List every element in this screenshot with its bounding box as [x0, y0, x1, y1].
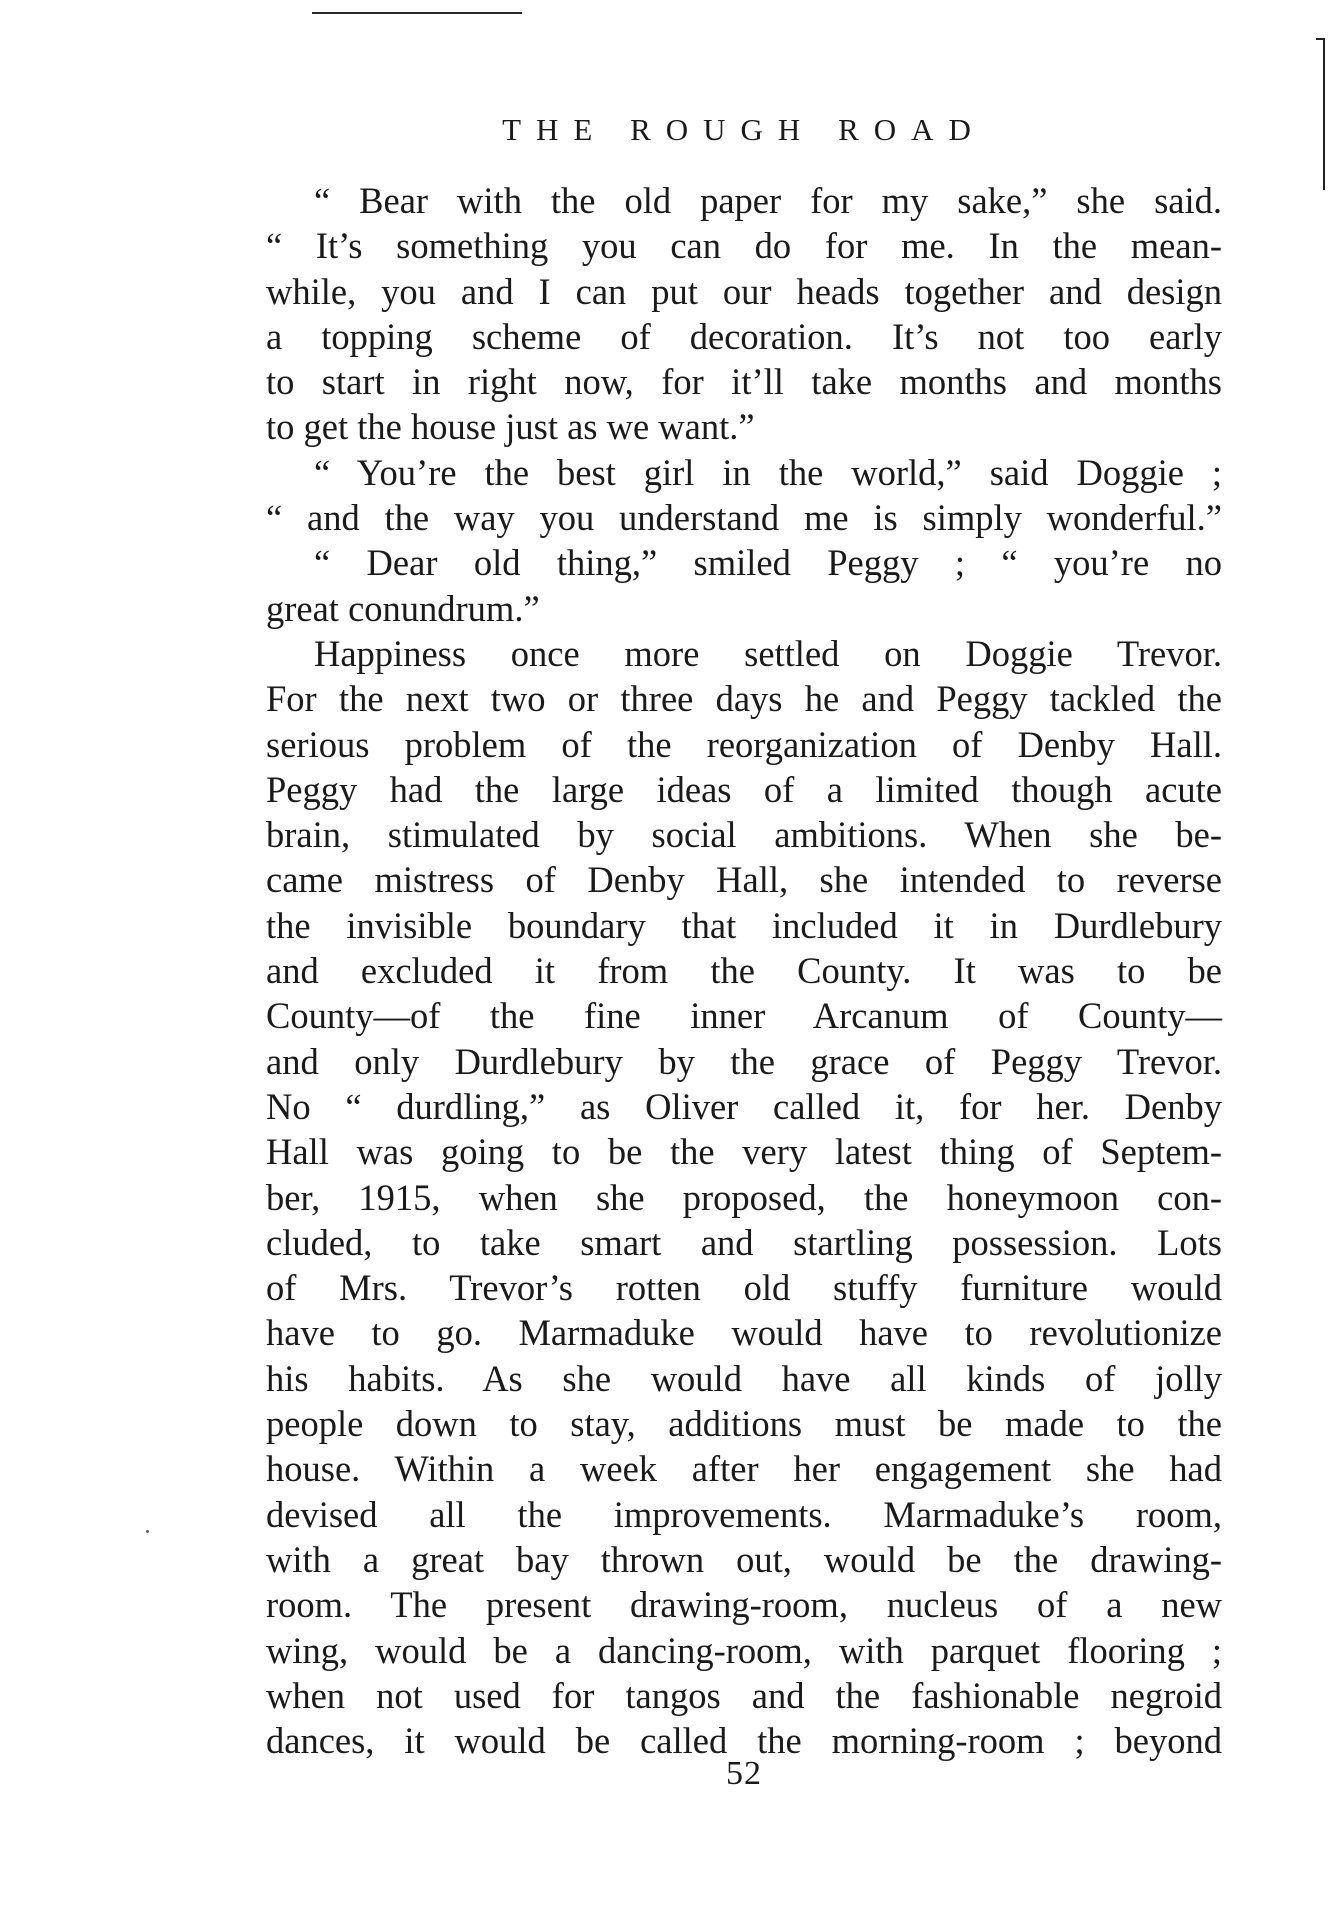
- text-line: “ and the way you understand me is simply wonderful.”: [266, 497, 1222, 539]
- text-line: “ It’s something you can do for me. In the mean-: [266, 225, 1222, 267]
- text-line: and excluded it from the County. It was to be: [266, 950, 1222, 992]
- text-line: house. Within a week after her engagement she had: [266, 1448, 1222, 1490]
- text-line: County—of the fine inner Arcanum of County—: [266, 995, 1222, 1037]
- running-head: THE ROUGH ROAD: [502, 112, 986, 147]
- text-line: wing, would be a dancing-room, with parquet flooring ;: [266, 1629, 1222, 1671]
- text-line: “ You’re the best girl in the world,” said Doggie ;: [314, 451, 1222, 493]
- top-rule: [312, 12, 522, 14]
- text-line: “ Bear with the old paper for my sake,” she said.: [314, 180, 1222, 221]
- text-line: with a great bay thrown out, would be the drawing-: [266, 1538, 1222, 1580]
- text-line: when not used for tangos and the fashionable negroid: [266, 1674, 1222, 1716]
- text-line: dances, it would be called the morning-room ; beyond: [266, 1720, 1222, 1762]
- margin-speck: [146, 1530, 149, 1533]
- text-line: a topping scheme of decoration. It’s not too early: [266, 315, 1222, 357]
- text-line: brain, stimulated by social ambitions. When she be-: [266, 814, 1222, 856]
- page-number: 52: [726, 1755, 762, 1792]
- text-line: to start in right now, for it’ll take months and months: [266, 361, 1222, 403]
- text-line: room. The present drawing-room, nucleus of a new: [266, 1584, 1222, 1626]
- text-line: the invisible boundary that included it in Durdlebury: [266, 904, 1222, 946]
- text-line: “ Dear old thing,” smiled Peggy ; “ you’re no: [314, 542, 1222, 584]
- page-edge-mark: [1323, 40, 1325, 190]
- text-line: have to go. Marmaduke would have to revolutionize: [266, 1312, 1222, 1354]
- text-line: to get the house just as we want.”: [266, 406, 755, 448]
- text-line: and only Durdlebury by the grace of Peggy Trevor.: [266, 1040, 1222, 1082]
- text-line: serious problem of the reorganization of Denby Hall.: [266, 723, 1222, 765]
- text-line: people down to stay, additions must be made to the: [266, 1403, 1222, 1445]
- text-line: came mistress of Denby Hall, she intended to reverse: [266, 859, 1222, 901]
- text-line: cluded, to take smart and startling possession. Lots: [266, 1221, 1222, 1263]
- text-line: his habits. As she would have all kinds of jolly: [266, 1357, 1222, 1399]
- text-line: Hall was going to be the very latest thing of Septem-: [266, 1131, 1222, 1173]
- body-text: [266, 178, 1222, 1763]
- text-line: Peggy had the large ideas of a limited though acute: [266, 768, 1222, 810]
- text-line: devised all the improvements. Marmaduke’s room,: [266, 1493, 1222, 1535]
- text-line: ber, 1915, when she proposed, the honeymoon con-: [266, 1176, 1222, 1218]
- text-line: while, you and I can put our heads together and design: [266, 270, 1222, 312]
- text-line: Happiness once more settled on Doggie Trevor.: [314, 632, 1222, 674]
- text-line: For the next two or three days he and Peggy tackled the: [266, 678, 1222, 720]
- text-line: of Mrs. Trevor’s rotten old stuffy furniture would: [266, 1267, 1222, 1309]
- text-line: great conundrum.”: [266, 587, 540, 629]
- text-line: No “ durdling,” as Oliver called it, for her. Denby: [266, 1085, 1222, 1127]
